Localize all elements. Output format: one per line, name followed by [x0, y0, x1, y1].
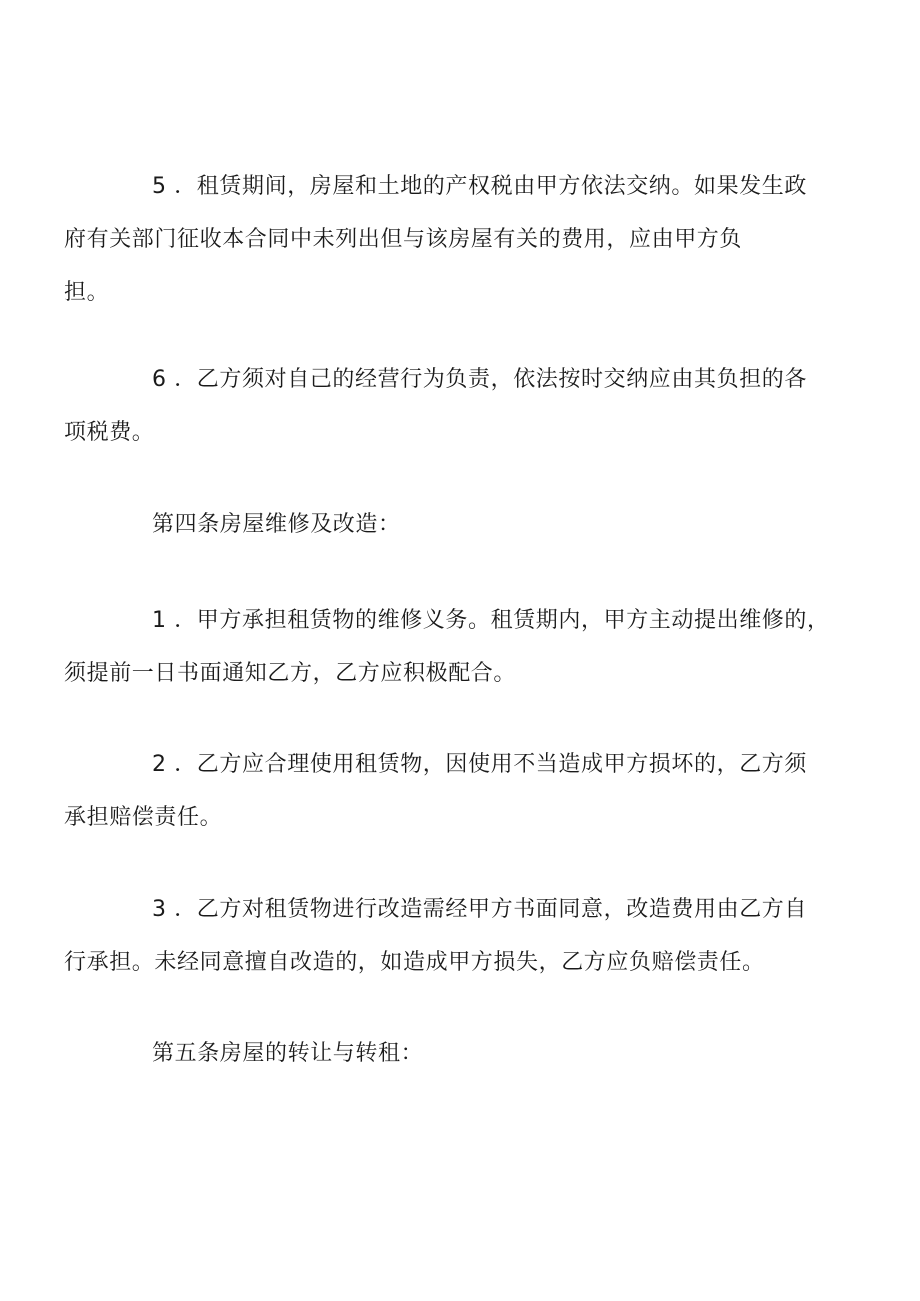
paragraph-line: 府有关部门征收本合同中未列出但与该房屋有关的费用，应由甲方负	[64, 227, 743, 252]
paragraph-line: 6 ．乙方须对自己的经营行为负责，依法按时交纳应由其负担的各	[152, 367, 807, 392]
paragraph-line: 3 ．乙方对租赁物进行改造需经甲方书面同意，改造费用由乙方自	[152, 897, 807, 922]
clause-3-5-paragraph	[64, 160, 828, 319]
paragraph-line: 项税费。	[64, 420, 155, 445]
paragraph-line: 1 ．甲方承担租赁物的维修义务。租赁期内，甲方主动提出维修的，	[152, 608, 830, 633]
article-5-heading	[108, 1027, 828, 1080]
paragraph-line: 5 ．租赁期间，房屋和土地的产权税由甲方依法交纳。如果发生政	[152, 174, 807, 199]
clause-4-2-paragraph	[64, 738, 828, 844]
paragraph-line: 担。	[64, 280, 110, 305]
clause-4-1-paragraph	[64, 594, 830, 700]
clause-4-3-paragraph	[64, 883, 828, 989]
article-4-heading	[108, 498, 828, 551]
clause-3-6-paragraph	[64, 353, 828, 459]
heading-line: 第四条房屋维修及改造：	[152, 512, 401, 537]
paragraph-line: 行承担。未经同意擅自改造的，如造成甲方损失，乙方应负赔偿责任。	[64, 950, 765, 975]
paragraph-line: 承担赔偿责任。	[64, 805, 223, 830]
heading-line: 第五条房屋的转让与转租：	[152, 1041, 424, 1066]
paragraph-line: 2 ．乙方应合理使用租赁物，因使用不当造成甲方损坏的，乙方须	[152, 752, 807, 777]
paragraph-line: 须提前一日书面通知乙方，乙方应积极配合。	[64, 661, 517, 686]
